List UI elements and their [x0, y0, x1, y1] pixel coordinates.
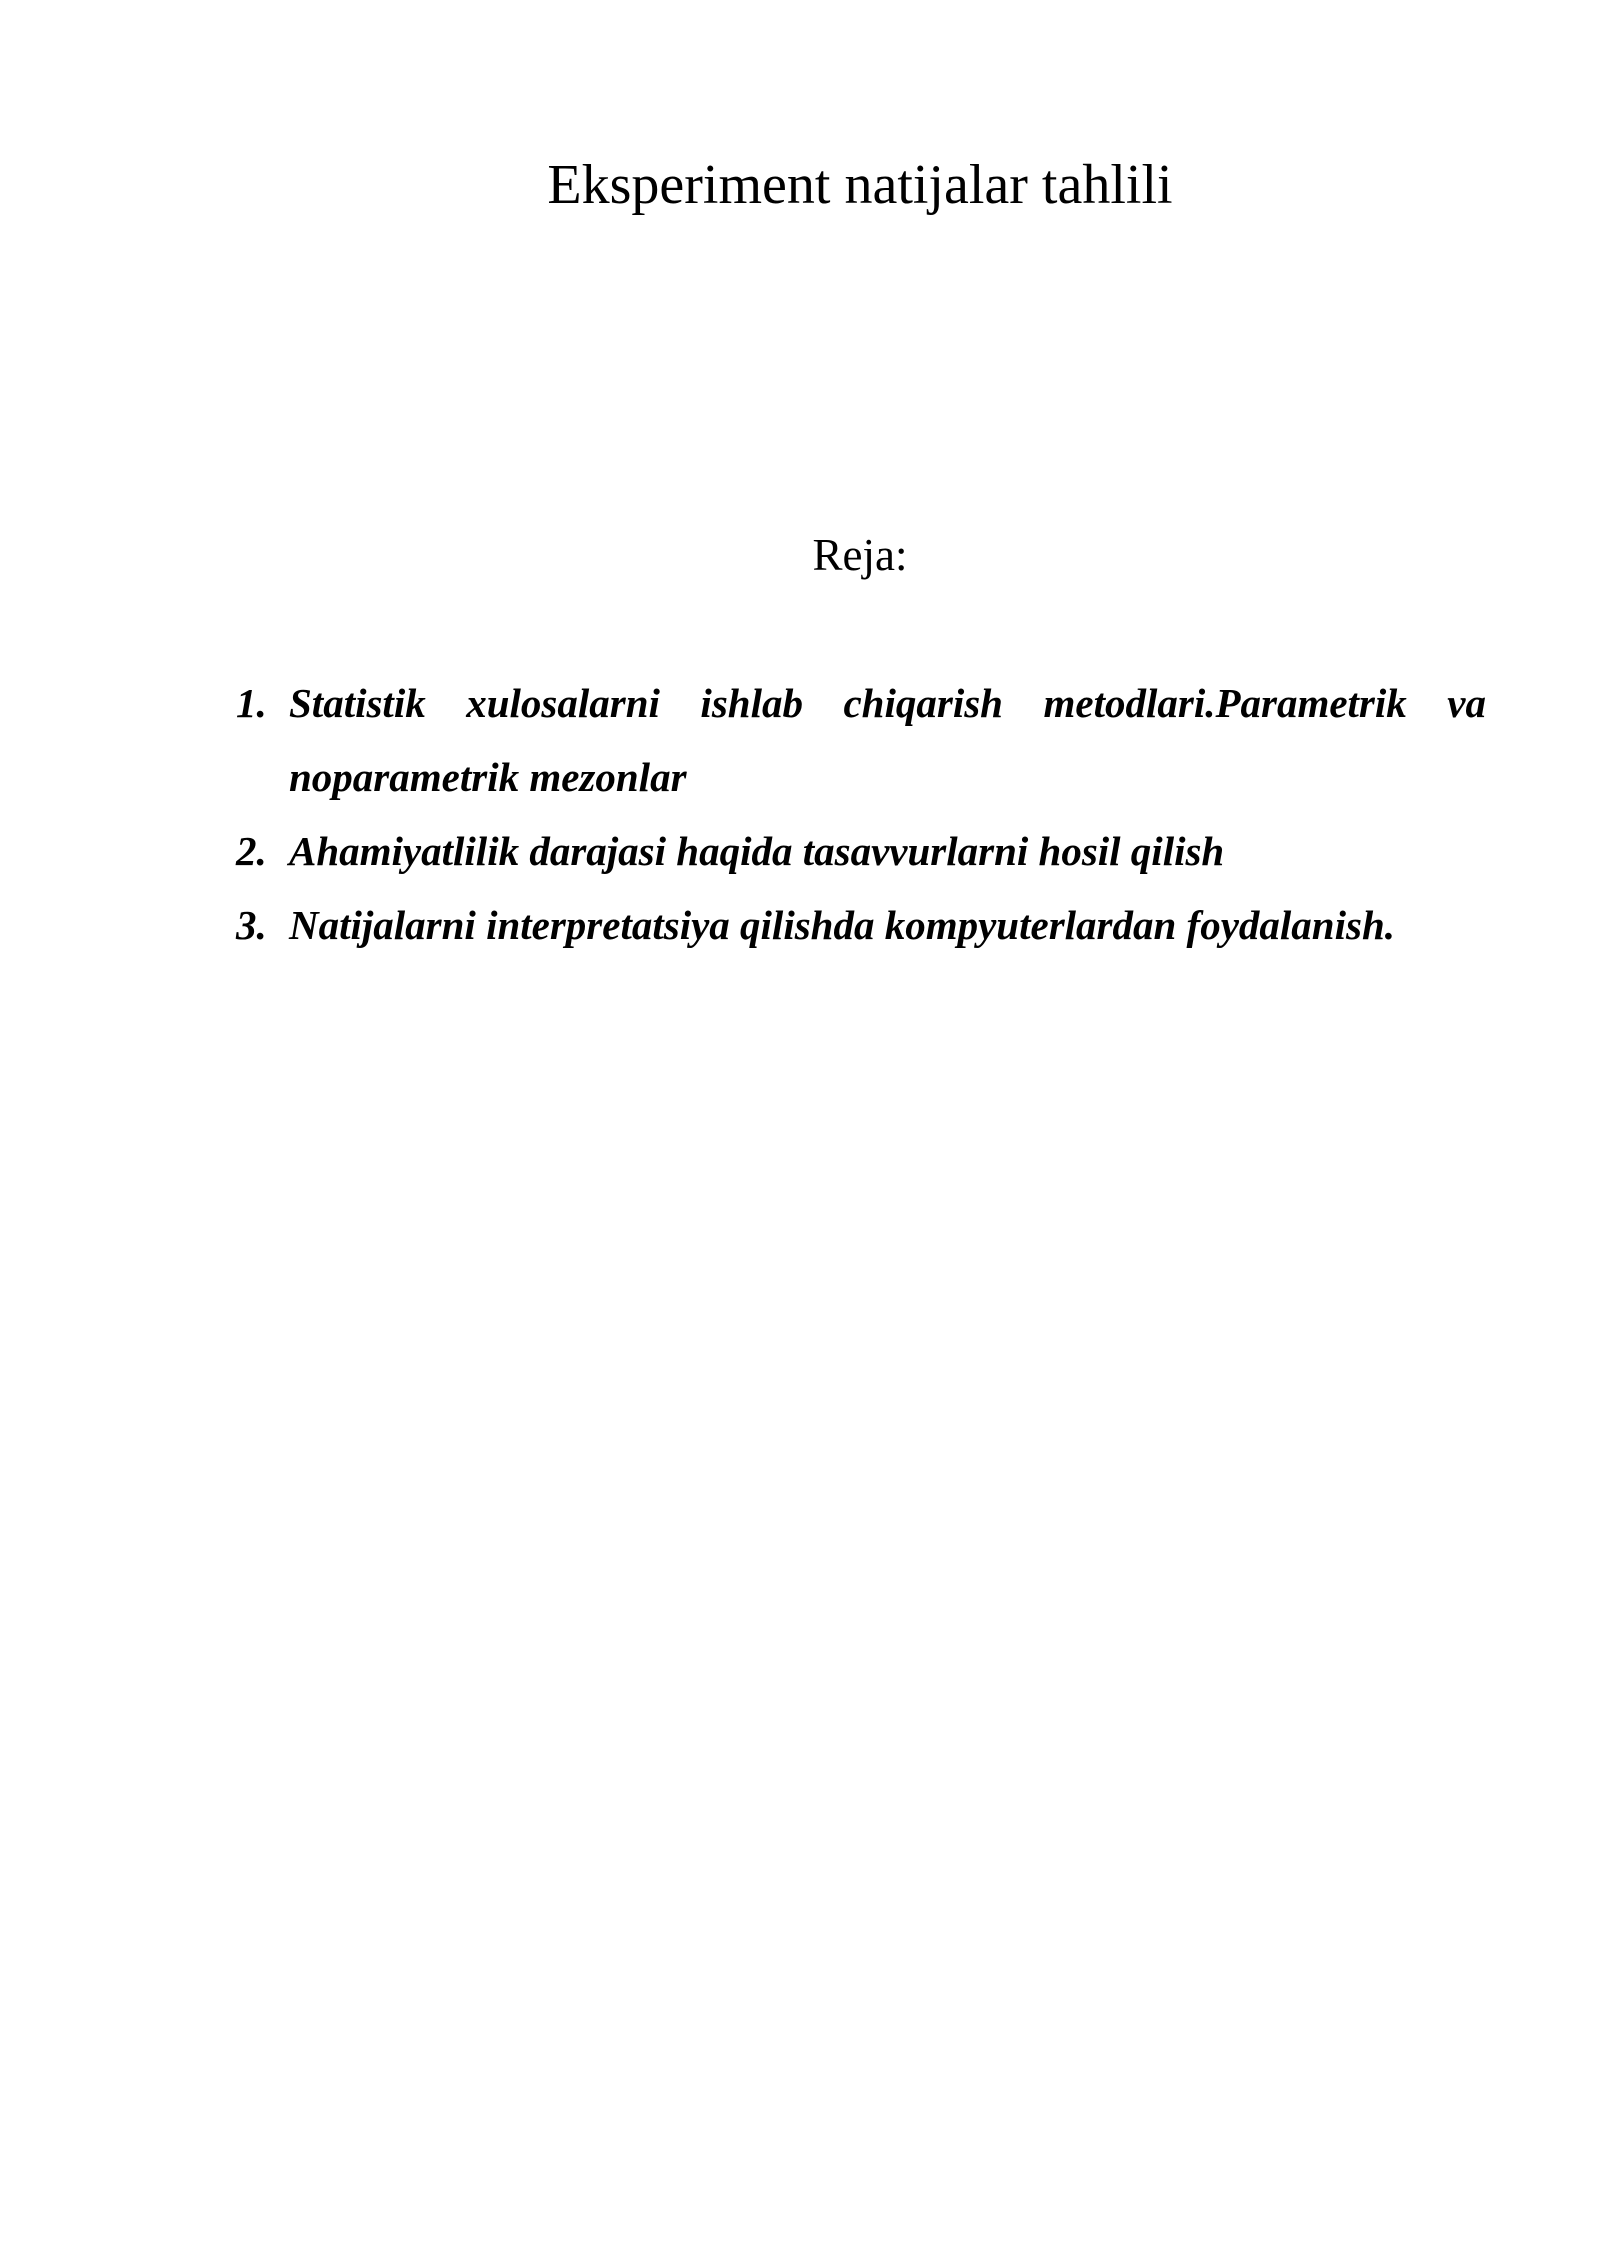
plan-item-number: 3.: [236, 902, 267, 948]
plan-item-text: Ahamiyatlilik darajasi haqida tasavvurlarni hosil qilish: [289, 828, 1225, 874]
plan-item-1: [236, 666, 1486, 814]
plan-item-text-line2: noparametrik mezonlar: [289, 754, 687, 800]
plan-item-text: Natijalarni interpretatsiya qilishda kompyuterlardan foydalanish.: [289, 902, 1395, 948]
plan-item-number: 2.: [236, 828, 267, 874]
plan-item-number: 1.: [236, 680, 267, 726]
plan-item-2: [236, 814, 1486, 888]
plan-list: [236, 666, 1486, 962]
plan-item-text-line1: Statistik xulosalarni ishlab chiqarish metodlari.Parametrik va: [289, 680, 1486, 726]
document-title: Eksperiment natijalar tahlili: [547, 154, 1173, 216]
plan-heading: Reja:: [812, 530, 908, 580]
plan-item-3: [236, 888, 1486, 962]
